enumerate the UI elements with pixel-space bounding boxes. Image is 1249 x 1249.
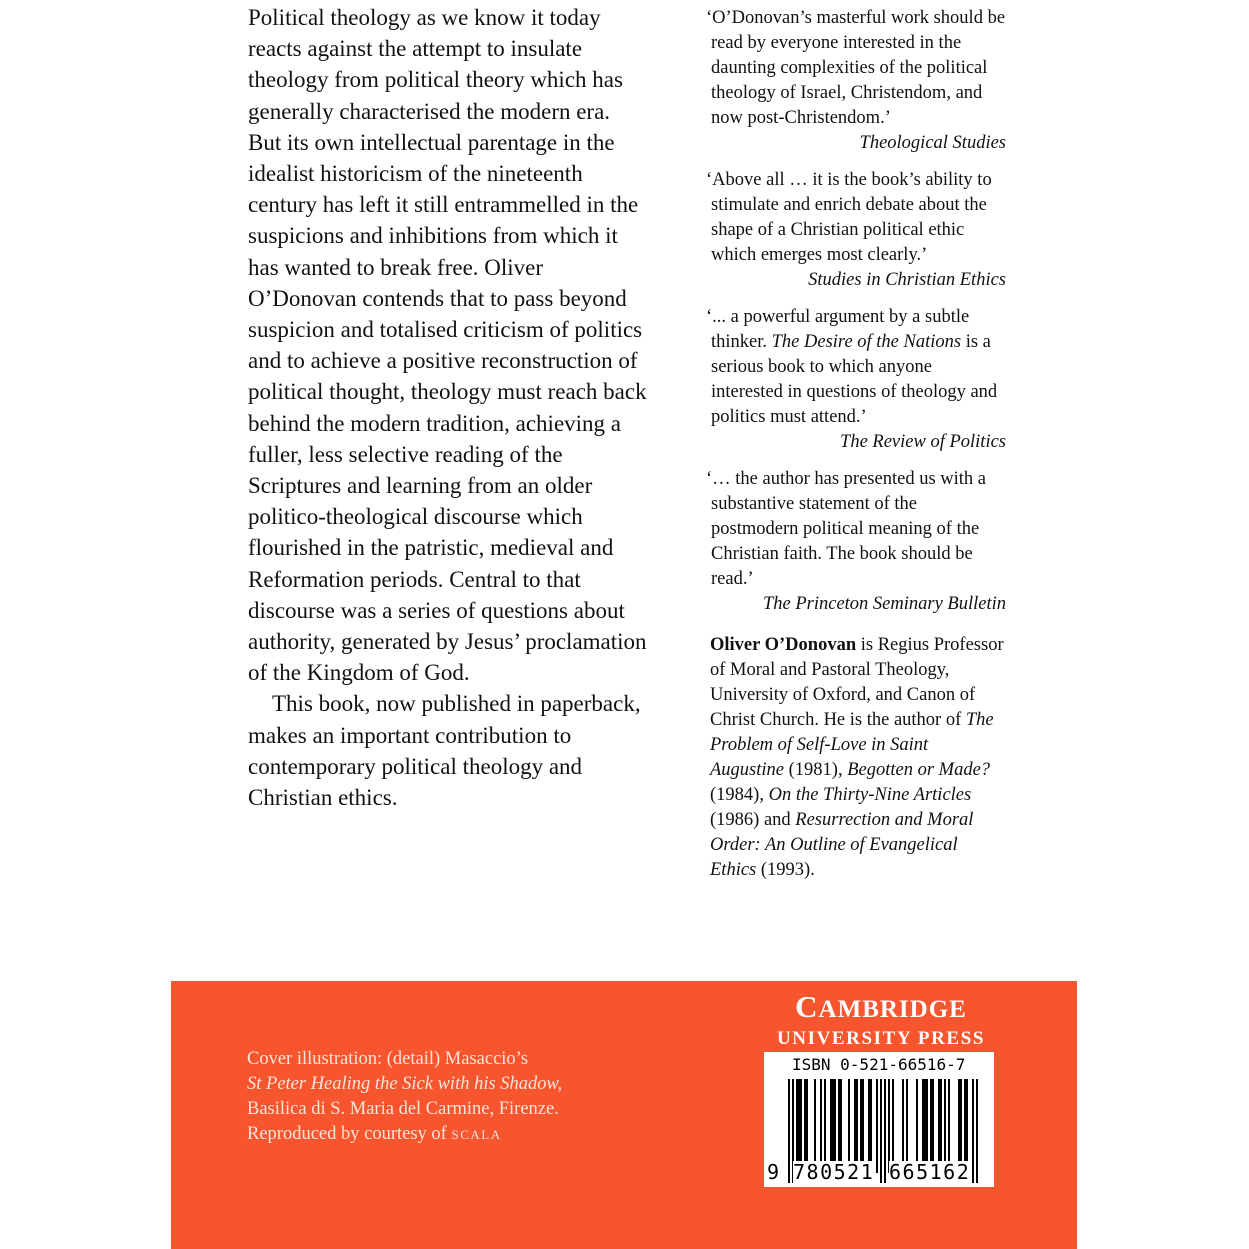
barcode-bar [820,1079,822,1173]
review-source: Theological Studies [859,133,1006,153]
barcode-bar [888,1079,890,1173]
credit-painting-title: St Peter Healing the Sick with his Shadow, [247,1074,563,1094]
review [706,305,1006,455]
barcode-bar [788,1079,790,1183]
review-source: The Review of Politics [840,432,1006,452]
review-quote: ‘Above all … it is the book’s ability to stimulate and enrich debate about the shape of a Christian political ethic which emerges most clearly.’ [706,170,992,265]
barcode-bar [922,1079,924,1173]
barcode-bar [976,1079,978,1183]
barcode-bar [806,1079,808,1173]
barcode-bar [838,1079,840,1173]
ean-digit-first: 9 [767,1160,780,1184]
barcode-bar [930,1079,932,1173]
credit-scala: SCALA [451,1127,502,1142]
barcode-bar [796,1079,798,1173]
barcode-bar [804,1079,806,1173]
review-quote: ‘… the author has presented us with a substantive statement of the postmodern political meaning of the Christian faith. The book should be read.’ [706,469,986,589]
barcode-bar [848,1079,850,1173]
barcode-bar [860,1079,862,1173]
back-cover-blurb [248,2,648,813]
publisher-subtitle: UNIVERSITY PRESS [776,1028,986,1049]
author-name: Oliver O’Donovan [710,635,857,655]
barcode-bar [876,1079,878,1173]
author-bio-text: (1986) and [710,810,796,830]
barcode-bar [966,1079,968,1173]
author-bio-text: (1984), [710,785,769,805]
review-quote: ‘O’Donovan’s masterful work should be read by everyone interested in the daunting complexities of the political theology of Israel, Christendom, and now post-Christendom.’ [706,8,1006,128]
barcode-bar [834,1079,836,1173]
barcode-bar [832,1079,834,1173]
footer-band [171,981,1077,1249]
publisher-name-rest: AMBRIDGE [818,996,967,1023]
ean-digits-group-2: 665162 [889,1160,971,1184]
barcode-bar [854,1079,856,1173]
barcode-bar [870,1079,872,1173]
barcode-bar [924,1079,926,1173]
publisher-initial: C [795,989,819,1024]
author-bio [706,633,1006,883]
review-source: Studies in Christian Ethics [808,270,1006,290]
cover-illustration-credit [247,1047,647,1147]
barcode-bar [916,1079,918,1173]
review [706,6,1006,156]
review-quote-end: is a serious book to which anyone interested in questions of theology and politics must attend.’ [711,332,998,427]
barcode-bar [964,1079,966,1173]
review-quote-start: ‘... a powerful argument by a subtle thinker. [706,307,970,352]
barcode-bar [926,1079,928,1173]
blurb-paragraph-1: Political theology as we know it today reacts against the attempt to insulate theology from political theory which has generally characterised the modern era. But its own intellectual parentage in the idealist historicism of the nineteenth century has left it still entrammelled in the suspicions and inhibitions from which it has wanted to break free. Oliver O’Donovan contends that to pass beyond suspicion and totalised criticism of politics and to achieve a positive reconstruction of political thought, theology must reach back behind the modern tradition, achieving a fuller, less selective reading of the Scriptures and learning from an older politico-theological discourse which flourished in the patristic, medieval and Reformation periods. Central to that discourse was a series of questions about authority, generated by Jesus’ proclamation of the Kingdom of God. [248,5,647,686]
barcode-bar [880,1079,882,1183]
author-book-title: Begotten or Made? [847,760,991,780]
author-book-title: The Problem of Self-Love in Saint Augustine [710,710,994,780]
reviews-column [706,6,1006,883]
barcode-bar [868,1079,870,1173]
author-bio-text: is Regius Professor of Moral and Pastoral Theology, University of Oxford, and Canon of Christ Church. He is the author of [710,635,1004,730]
barcode-bar [830,1079,832,1173]
publisher-name [761,991,1001,1026]
review [706,168,1006,293]
barcode-bar [862,1079,864,1173]
barcode-bar [948,1079,950,1173]
barcode-bar [932,1079,934,1173]
credit-line: Cover illustration: (detail) Masaccio’s [247,1049,529,1069]
barcode-bar [840,1079,842,1173]
review-quote [706,305,1006,430]
barcode-bar [884,1079,886,1183]
barcode-bar [944,1079,946,1173]
barcode-bar [972,1079,974,1183]
barcode-bar [800,1079,802,1173]
barcode-bar [938,1079,940,1173]
review [706,467,1006,617]
author-bio-text: (1993). [756,860,815,880]
isbn-label: ISBN 0-521-66516-7 [792,1055,966,1074]
ean-digits-group-1: 780521 [793,1160,875,1184]
barcode-bar [940,1079,942,1173]
credit-line: Basilica di S. Maria del Carmine, Firenze. [247,1099,559,1119]
barcode-bar [960,1079,962,1173]
barcode-bar [824,1079,826,1173]
barcode-bar [892,1079,894,1173]
review-quote-book-title: The Desire of the Nations [771,332,962,352]
review-source: The Princeton Seminary Bulletin [762,594,1006,614]
author-book-title: Resurrection and Moral Order: An Outline of Evangelical Ethics [710,810,974,880]
author-book-title: On the Thirty-Nine Articles [768,785,972,805]
barcode-bar [902,1079,904,1173]
barcode-bar [958,1079,960,1173]
blurb-paragraph-2: This book, now published in paperback, makes an important contribution to contemporary political theology and Christian ethics. [248,691,641,811]
author-bio-text: (1981), [784,760,848,780]
barcode-bar [856,1079,858,1173]
barcode-bar [814,1079,816,1173]
credit-line [247,1122,647,1147]
barcode [764,1052,994,1187]
credit-courtesy-text: Reproduced by courtesy of [247,1124,452,1144]
publisher-logo [761,991,1001,1051]
barcode-bar [906,1079,908,1173]
barcode-bar [798,1079,800,1173]
